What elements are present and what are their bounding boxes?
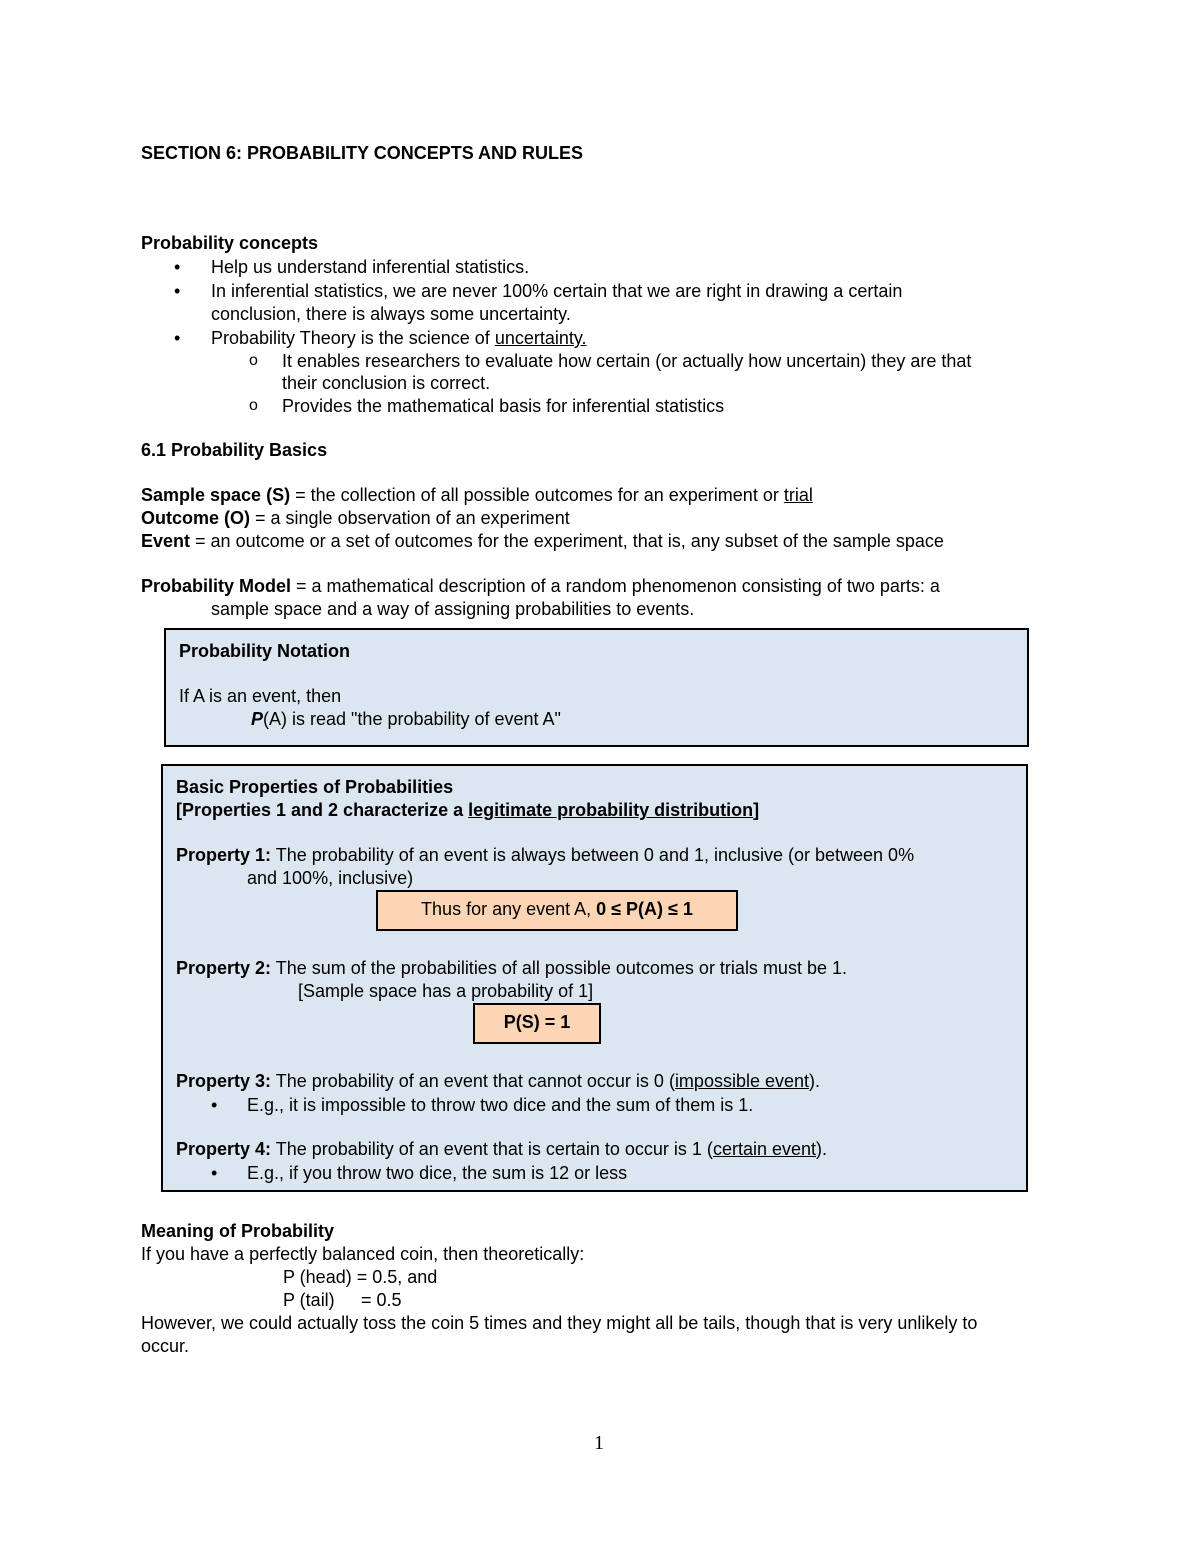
- model-line-cont: sample space and a way of assigning probabilities to events.: [211, 599, 695, 619]
- properties-title: Basic Properties of Probabilities: [176, 777, 454, 797]
- section-title: SECTION 6: PROBABILITY CONCEPTS AND RULES: [141, 143, 584, 163]
- property-1-cont: and 100%, inclusive): [247, 868, 414, 888]
- properties-subtitle: [Properties 1 and 2 characterize a legitimate probability distribution]: [176, 800, 760, 820]
- property-2-cont: [Sample space has a probability of 1]: [298, 981, 594, 1001]
- concept-bullet-2: In inferential statistics, we are never 100% certain that we are right in drawing a certain: [211, 281, 903, 301]
- concept-bullet-1: Help us understand inferential statistics.: [211, 257, 530, 277]
- meaning-line-2: However, we could actually toss the coin 5 times and they might all be tails, though that is very unlikely to: [141, 1313, 978, 1333]
- outcome-line: Outcome (O) = a single observation of an experiment: [141, 508, 570, 528]
- property-1-formula-box: Thus for any event A, 0 ≤ P(A) ≤ 1: [376, 890, 738, 931]
- meaning-tail-label: P (tail): [283, 1290, 335, 1310]
- property-3-example: E.g., it is impossible to throw two dice and the sum of them is 1.: [247, 1095, 754, 1115]
- notation-title: Probability Notation: [179, 641, 350, 661]
- sub-bullet-marker: o: [249, 397, 258, 414]
- meaning-heading: Meaning of Probability: [141, 1221, 335, 1241]
- concept-bullet-3: Probability Theory is the science of uncertainty.: [211, 328, 587, 348]
- basics-heading: 6.1 Probability Basics: [141, 440, 328, 460]
- meaning-head: P (head) = 0.5, and: [283, 1267, 438, 1287]
- bullet-marker: •: [211, 1163, 218, 1183]
- property-4: Property 4: The probability of an event that is certain to occur is 1 (certain event).: [176, 1139, 827, 1159]
- meaning-tail-value: = 0.5: [361, 1290, 402, 1310]
- property-4-example: E.g., if you throw two dice, the sum is 12 or less: [247, 1163, 628, 1183]
- property-2: Property 2: The sum of the probabilities of all possible outcomes or trials must be 1.: [176, 958, 847, 978]
- bullet-marker: •: [211, 1095, 218, 1115]
- concept-sub-bullet-2: Provides the mathematical basis for inferential statistics: [282, 396, 725, 416]
- uncertainty-term: uncertainty.: [494, 328, 587, 348]
- page-number: 1: [594, 1432, 604, 1454]
- property-3: Property 3: The probability of an event that cannot occur is 0 (impossible event).: [176, 1071, 821, 1091]
- sample-space-line: Sample space (S) = the collection of all possible outcomes for an experiment or trial: [141, 485, 813, 505]
- bullet-marker: •: [174, 281, 181, 301]
- sub-bullet-marker: o: [249, 352, 258, 369]
- property-2-formula-box: P(S) = 1: [473, 1003, 601, 1044]
- properties-box: [161, 764, 1028, 1192]
- notation-line-2: P(A) is read "the probability of event A": [251, 709, 561, 729]
- bullet-marker: •: [174, 328, 181, 348]
- meaning-line-1: If you have a perfectly balanced coin, then theoretically:: [141, 1244, 585, 1264]
- concept-bullet-2-cont: conclusion, there is always some uncertainty.: [211, 304, 571, 324]
- notation-line-1: If A is an event, then: [179, 686, 342, 706]
- notation-box: [164, 628, 1029, 747]
- meaning-line-3: occur.: [141, 1336, 190, 1356]
- concepts-heading: Probability concepts: [141, 233, 319, 253]
- concept-sub-bullet-1: It enables researchers to evaluate how certain (or actually how uncertain) they are that: [282, 351, 972, 371]
- concept-sub-bullet-1-cont: their conclusion is correct.: [282, 373, 491, 393]
- event-line: Event = an outcome or a set of outcomes for the experiment, that is, any subset of the sample space: [141, 531, 944, 551]
- property-1: Property 1: The probability of an event is always between 0 and 1, inclusive (or between 0%: [176, 845, 915, 865]
- bullet-marker: •: [174, 257, 181, 277]
- model-line: Probability Model = a mathematical description of a random phenomenon consisting of two parts: a: [141, 576, 940, 596]
